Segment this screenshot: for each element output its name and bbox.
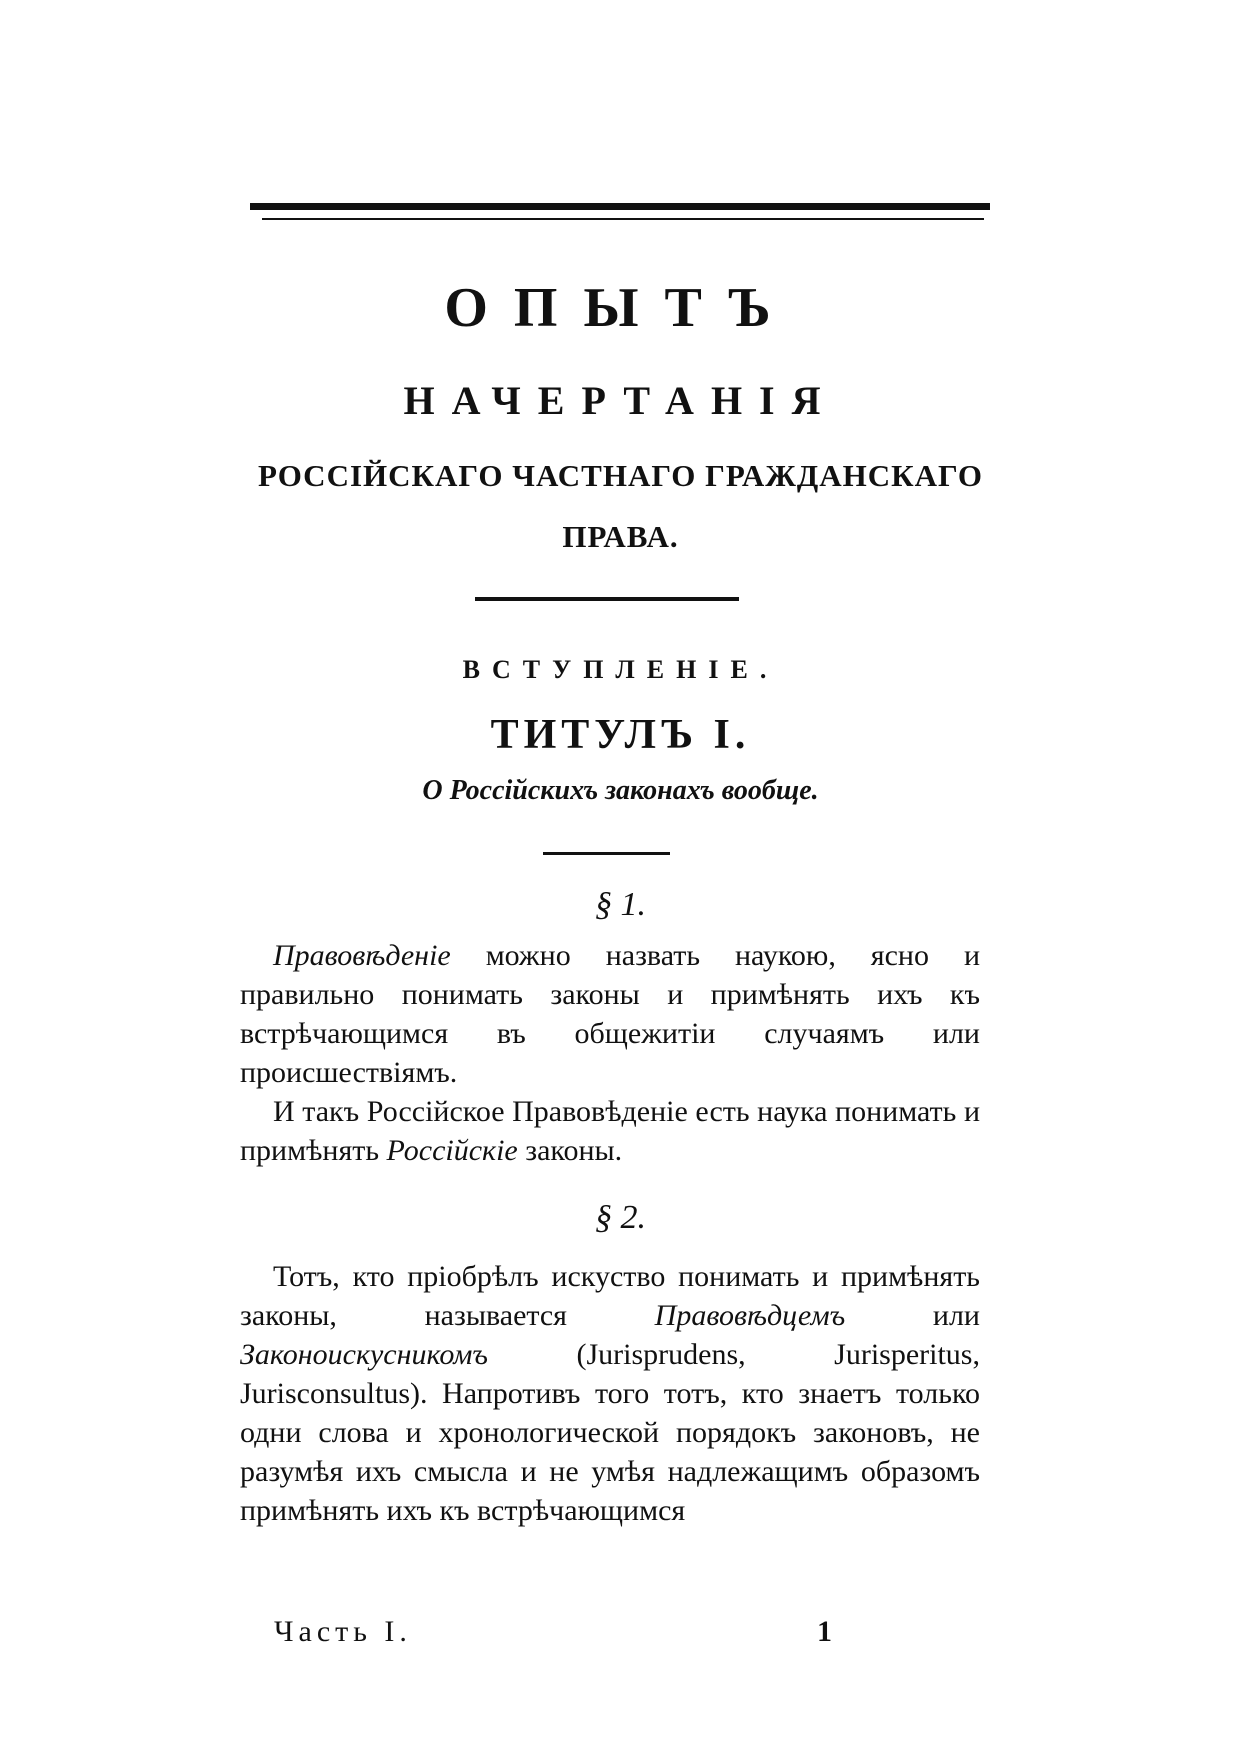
footer-signature-mark: 1 (817, 1615, 832, 1648)
italic-term: Правовѣденіе (273, 939, 451, 972)
paragraph-text: И такъ Россійское Правовѣденіе есть наука понимать и примѣнять (240, 1095, 980, 1167)
paragraph-text: (Jurisprudens, Jurisperitus, Jurisconsultus). Напротивъ того тотъ, кто знаетъ только одни слова и хронологической порядокъ законовъ, не разумѣя ихъ смысла и не умѣя надлежащимъ образомъ примѣнять ихъ къ встрѣчающимся (240, 1338, 980, 1527)
paragraph-1-1 (240, 936, 980, 1092)
paragraph-text: можно назвать наукою, ясно и правильно понимать законы и примѣнять ихъ къ встрѣчающимся въ общежитіи случаямъ или происшествіямъ. (240, 939, 980, 1089)
paragraph-1-2 (240, 1092, 980, 1170)
paragraph-text: или (845, 1299, 980, 1332)
italic-term: Россійскіе (386, 1134, 518, 1167)
top-thin-rule (262, 218, 984, 220)
title-separator-rule (475, 597, 739, 601)
italic-term: Правовѣдцемъ (654, 1299, 846, 1332)
footer-part-label: Часть I. (274, 1615, 412, 1648)
book-subject-line-2: ПРАВА. (562, 519, 679, 554)
book-subject-line-1: РОССІЙСКАГО ЧАСТНАГО ГРАЖДАНСКАГО (257, 458, 984, 493)
paragraph-2-1 (240, 1257, 980, 1530)
section-mark-2: § 2. (595, 1199, 646, 1236)
book-title: ОПЫТЪ (444, 277, 797, 339)
paragraph-text: законы. (517, 1134, 623, 1167)
book-subtitle: НАЧЕРТАНІЯ (403, 378, 838, 423)
titul-heading: ТИТУЛЪ I. (490, 712, 751, 758)
top-thick-rule (250, 203, 990, 210)
italic-term: Законоискусникомъ (240, 1338, 488, 1371)
heading-separator-rule (543, 852, 670, 855)
titul-subheading: О Россійскихъ законахъ вообще. (422, 775, 819, 806)
paragraph-text: Тотъ, кто пріобрѣлъ искуство понимать и примѣнять законы, называется (240, 1260, 980, 1332)
section-mark-1: § 1. (595, 886, 646, 923)
introduction-heading: ВСТУПЛЕНІЕ. (462, 655, 779, 684)
